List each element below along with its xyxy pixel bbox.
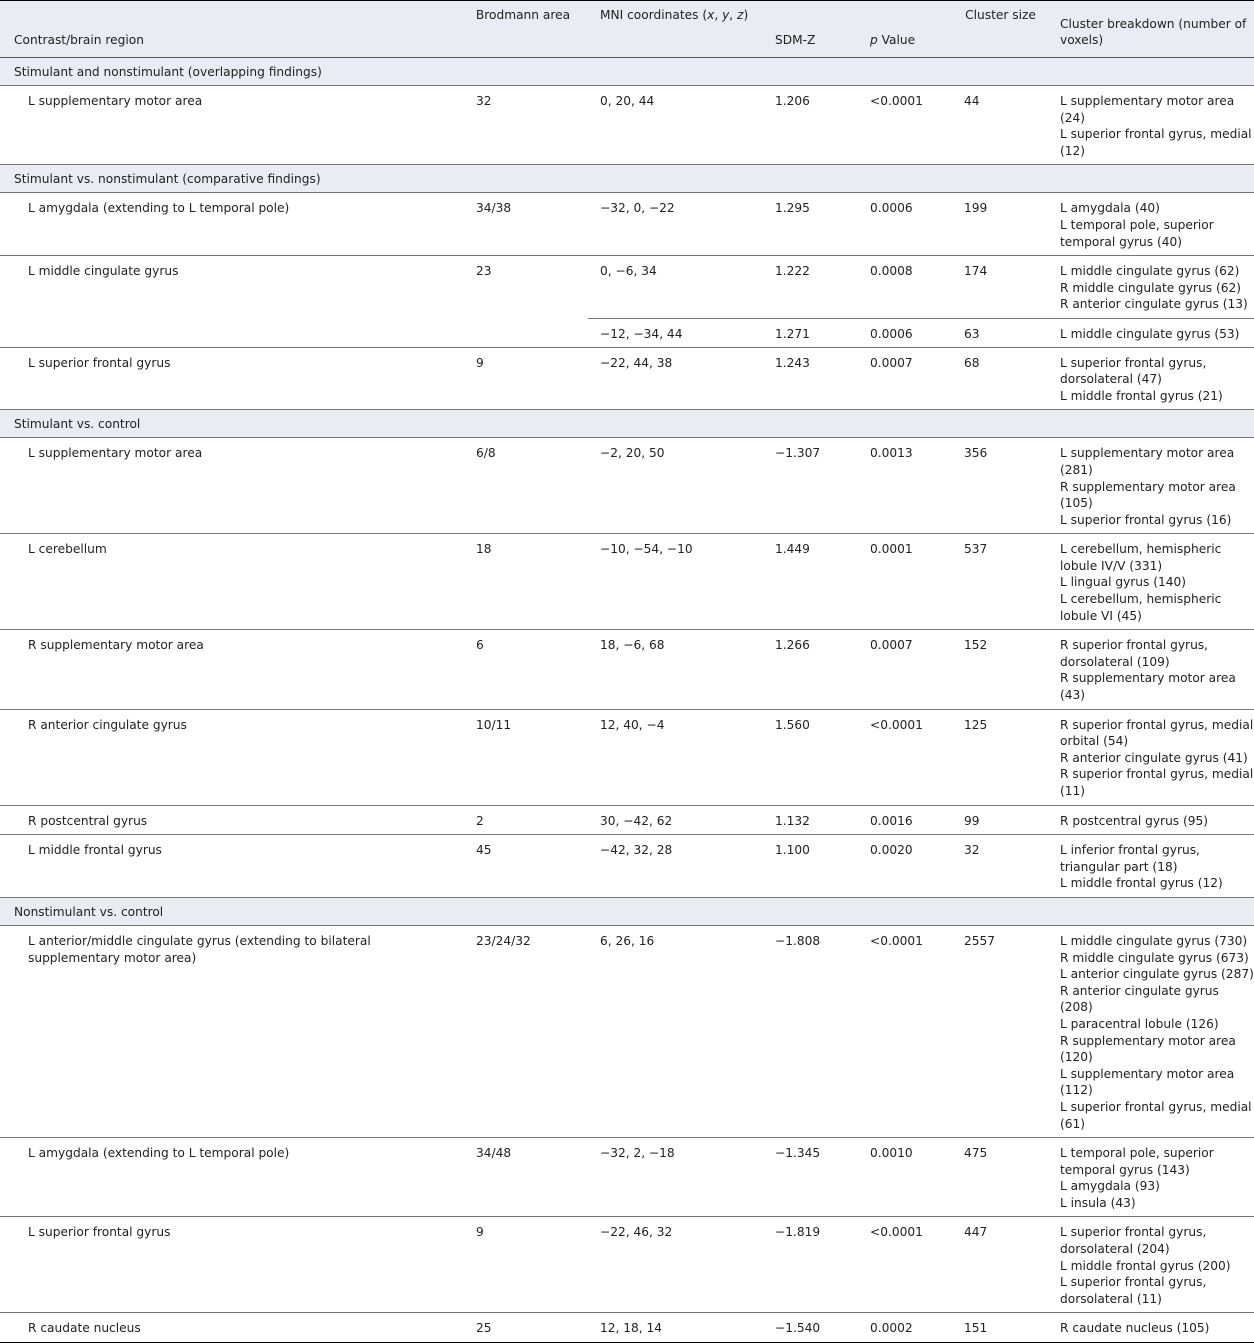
table-row — [0, 805, 1254, 835]
region-cell: R supplementary motor area — [0, 630, 458, 709]
cluster-breakdown — [1052, 256, 1254, 319]
cluster-size-cell: 99 — [949, 805, 1052, 835]
region-cell: L amygdala (extending to L temporal pole) — [0, 1138, 458, 1217]
header-mni: MNI coordinates (x, y, z) — [588, 1, 757, 58]
breakdown-item: L amygdala (93) — [1060, 1179, 1160, 1194]
sdmz-cell: 1.560 — [757, 709, 848, 805]
cluster-breakdown — [1052, 630, 1254, 709]
breakdown-item: L inferior frontal gyrus, triangular part (18) — [1060, 843, 1200, 874]
breakdown-item: R middle cingulate gyrus (673) — [1060, 950, 1249, 965]
sdmz-cell: −1.540 — [757, 1313, 848, 1343]
region-cell: L supplementary motor area — [0, 438, 458, 534]
cluster-breakdown — [1052, 1313, 1254, 1343]
table-row — [0, 193, 1254, 256]
p-value-cell: <0.0001 — [848, 1217, 949, 1313]
mni-cell: −22, 44, 38 — [588, 347, 757, 410]
mni-cell: 18, −6, 68 — [588, 630, 757, 709]
cluster-size-cell: 68 — [949, 347, 1052, 410]
region-cell: L superior frontal gyrus — [0, 347, 458, 410]
table-row — [0, 925, 1254, 1137]
mni-cell: 6, 26, 16 — [588, 925, 757, 1137]
table-body — [0, 58, 1254, 1343]
p-value-cell: 0.0006 — [848, 193, 949, 256]
cluster-size-cell: 44 — [949, 86, 1052, 165]
table-row — [0, 1313, 1254, 1343]
breakdown-item: L temporal pole, superior temporal gyrus (40) — [1060, 217, 1214, 249]
p-value-cell: 0.0008 — [848, 256, 949, 319]
breakdown-item: L paracentral lobule (126) — [1060, 1016, 1219, 1031]
mni-cell: −12, −34, 44 — [588, 318, 757, 347]
table-row — [0, 256, 1254, 319]
brodmann-cell: 23/24/32 — [458, 925, 588, 1137]
sdmz-cell: 1.100 — [757, 835, 848, 898]
section-title: Stimulant and nonstimulant (overlapping findings) — [0, 58, 1254, 86]
sdmz-cell: −1.808 — [757, 925, 848, 1137]
cluster-size-cell: 537 — [949, 534, 1052, 630]
breakdown-item: R postcentral gyrus (95) — [1060, 813, 1209, 828]
breakdown-item: L insula (43) — [1060, 1195, 1136, 1210]
breakdown-item: L superior frontal gyrus, dorsolateral (47) — [1060, 355, 1207, 387]
region-cell: L superior frontal gyrus — [0, 1217, 458, 1313]
header-cluster-size: Cluster size — [949, 1, 1052, 58]
p-value-cell: <0.0001 — [848, 925, 949, 1137]
section-title: Nonstimulant vs. control — [0, 897, 1254, 925]
header-breakdown: Cluster breakdown (number of voxels) — [1052, 1, 1254, 58]
mni-cell: 0, 20, 44 — [588, 86, 757, 165]
breakdown-item: L middle frontal gyrus (21) — [1060, 388, 1223, 403]
region-cell: R caudate nucleus — [0, 1313, 458, 1343]
p-value-cell: 0.0007 — [848, 347, 949, 410]
breakdown-item: R superior frontal gyrus, medial orbital (54) — [1060, 717, 1254, 749]
section-header-row — [0, 410, 1254, 438]
section-header-row — [0, 58, 1254, 86]
breakdown-item: L amygdala (40) — [1060, 201, 1160, 216]
breakdown-item: R anterior cingulate gyrus (41) — [1060, 750, 1248, 765]
section-header-row — [0, 897, 1254, 925]
cluster-size-cell: 2557 — [949, 925, 1052, 1137]
mni-cell: −32, 2, −18 — [588, 1138, 757, 1217]
mni-cell: 30, −42, 62 — [588, 805, 757, 835]
sdmz-cell: −1.345 — [757, 1138, 848, 1217]
region-cell: L middle cingulate gyrus — [0, 256, 458, 347]
cluster-breakdown — [1052, 534, 1254, 630]
brodmann-cell: 34/38 — [458, 193, 588, 256]
mni-cell: −32, 0, −22 — [588, 193, 757, 256]
table-row — [0, 835, 1254, 898]
p-value-cell: <0.0001 — [848, 709, 949, 805]
breakdown-item: R supplementary motor area (120) — [1060, 1033, 1236, 1065]
brodmann-cell: 9 — [458, 1217, 588, 1313]
sdmz-cell: 1.266 — [757, 630, 848, 709]
section-header-row — [0, 165, 1254, 193]
cluster-size-cell: 475 — [949, 1138, 1052, 1217]
cluster-breakdown — [1052, 438, 1254, 534]
sdmz-cell: −1.819 — [757, 1217, 848, 1313]
cluster-breakdown — [1052, 347, 1254, 410]
brodmann-cell: 6/8 — [458, 438, 588, 534]
breakdown-item: L superior frontal gyrus, dorsolateral (204) — [1060, 1225, 1207, 1257]
sdmz-cell: 1.222 — [757, 256, 848, 319]
brodmann-cell: 18 — [458, 534, 588, 630]
brodmann-cell: 10/11 — [458, 709, 588, 805]
p-value-cell: 0.0020 — [848, 835, 949, 898]
cluster-size-cell: 174 — [949, 256, 1052, 319]
breakdown-item: L anterior cingulate gyrus (287) — [1060, 967, 1254, 982]
cluster-size-cell: 151 — [949, 1313, 1052, 1343]
mni-cell: 12, 40, −4 — [588, 709, 757, 805]
mni-cell: 12, 18, 14 — [588, 1313, 757, 1343]
sdmz-cell: −1.307 — [757, 438, 848, 534]
breakdown-item: R supplementary motor area (43) — [1060, 671, 1236, 703]
mni-cell: −22, 46, 32 — [588, 1217, 757, 1313]
table-row — [0, 347, 1254, 410]
breakdown-item: R anterior cingulate gyrus (208) — [1060, 983, 1219, 1015]
breakdown-item: L superior frontal gyrus, medial (61) — [1060, 1099, 1252, 1131]
table-row — [0, 86, 1254, 165]
breakdown-item: L cerebellum, hemispheric lobule VI (45) — [1060, 592, 1222, 623]
p-value-cell: 0.0013 — [848, 438, 949, 534]
breakdown-item: L middle cingulate gyrus (53) — [1060, 326, 1240, 341]
cluster-breakdown — [1052, 709, 1254, 805]
brodmann-cell: 25 — [458, 1313, 588, 1343]
table-row — [0, 709, 1254, 805]
breakdown-item: L temporal pole, superior temporal gyrus (143) — [1060, 1146, 1214, 1177]
brodmann-cell: 32 — [458, 86, 588, 165]
breakdown-item: R middle cingulate gyrus (62) — [1060, 280, 1242, 295]
section-title: Stimulant vs. nonstimulant (comparative findings) — [0, 165, 1254, 193]
breakdown-item: R caudate nucleus (105) — [1060, 1321, 1210, 1336]
brodmann-cell: 34/48 — [458, 1138, 588, 1217]
section-title: Stimulant vs. control — [0, 410, 1254, 438]
table-row — [0, 1217, 1254, 1313]
cluster-breakdown — [1052, 86, 1254, 165]
region-cell: L cerebellum — [0, 534, 458, 630]
table-row — [0, 1138, 1254, 1217]
p-value-cell: 0.0007 — [848, 630, 949, 709]
table-row — [0, 534, 1254, 630]
mni-cell: −42, 32, 28 — [588, 835, 757, 898]
brodmann-cell: 6 — [458, 630, 588, 709]
p-value-cell: 0.0006 — [848, 318, 949, 347]
p-value-cell: 0.0016 — [848, 805, 949, 835]
breakdown-item: L middle frontal gyrus (12) — [1060, 876, 1223, 891]
sdmz-cell: 1.271 — [757, 318, 848, 347]
sdmz-cell: 1.132 — [757, 805, 848, 835]
breakdown-item: L superior frontal gyrus, medial (12) — [1060, 127, 1252, 158]
region-cell: R anterior cingulate gyrus — [0, 709, 458, 805]
region-cell: L middle frontal gyrus — [0, 835, 458, 898]
mni-cell: −10, −54, −10 — [588, 534, 757, 630]
table-row — [0, 630, 1254, 709]
breakdown-item: L superior frontal gyrus, dorsolateral (11) — [1060, 1275, 1207, 1306]
cluster-size-cell: 152 — [949, 630, 1052, 709]
breakdown-item: L supplementary motor area (112) — [1060, 1066, 1235, 1098]
sdmz-cell: 1.295 — [757, 193, 848, 256]
region-cell: L amygdala (extending to L temporal pole) — [0, 193, 458, 256]
p-value-cell: <0.0001 — [848, 86, 949, 165]
breakdown-item: R superior frontal gyrus, medial (11) — [1060, 767, 1254, 798]
breakdown-item: L middle cingulate gyrus (730) — [1060, 933, 1248, 948]
p-value-cell: 0.0010 — [848, 1138, 949, 1217]
sdmz-cell: 1.243 — [757, 347, 848, 410]
breakdown-item: L middle cingulate gyrus (62) — [1060, 264, 1240, 279]
breakdown-item: L middle frontal gyrus (200) — [1060, 1258, 1231, 1273]
brodmann-cell: 45 — [458, 835, 588, 898]
brodmann-cell: 23 — [458, 256, 588, 347]
region-cell: L anterior/middle cingulate gyrus (extending to bilateral supplementary motor area) — [0, 925, 458, 1137]
breakdown-item: R superior frontal gyrus, dorsolateral (109) — [1060, 638, 1209, 669]
region-cell: L supplementary motor area — [0, 86, 458, 165]
cluster-breakdown — [1052, 318, 1254, 347]
table-row — [0, 438, 1254, 534]
cluster-breakdown — [1052, 1217, 1254, 1313]
breakdown-item: R anterior cingulate gyrus (13) — [1060, 297, 1248, 312]
breakdown-item: L supplementary motor area (24) — [1060, 94, 1235, 125]
header-sdmz: SDM-Z — [757, 1, 848, 58]
header-region: Contrast/brain region — [0, 1, 458, 58]
breakdown-item: R supplementary motor area (105) — [1060, 479, 1236, 511]
region-cell: R postcentral gyrus — [0, 805, 458, 835]
p-value-cell: 0.0002 — [848, 1313, 949, 1343]
mni-cell: −2, 20, 50 — [588, 438, 757, 534]
brodmann-cell: 9 — [458, 347, 588, 410]
sdmz-cell: 1.449 — [757, 534, 848, 630]
header-row — [0, 1, 1254, 58]
mni-cell: 0, −6, 34 — [588, 256, 757, 319]
breakdown-item: L cerebellum, hemispheric lobule IV/V (331) — [1060, 542, 1222, 573]
breakdown-item: L supplementary motor area (281) — [1060, 446, 1235, 477]
cluster-breakdown — [1052, 925, 1254, 1137]
cluster-size-cell: 447 — [949, 1217, 1052, 1313]
p-value-cell: 0.0001 — [848, 534, 949, 630]
cluster-size-cell: 32 — [949, 835, 1052, 898]
header-brodmann: Brodmann area — [458, 1, 588, 58]
breakdown-item: L superior frontal gyrus (16) — [1060, 512, 1232, 527]
breakdown-item: L lingual gyrus (140) — [1060, 575, 1187, 590]
cluster-size-cell: 63 — [949, 318, 1052, 347]
cluster-size-cell: 199 — [949, 193, 1052, 256]
cluster-size-cell: 356 — [949, 438, 1052, 534]
sdmz-cell: 1.206 — [757, 86, 848, 165]
cluster-breakdown — [1052, 835, 1254, 898]
cluster-size-cell: 125 — [949, 709, 1052, 805]
brodmann-cell: 2 — [458, 805, 588, 835]
cluster-breakdown — [1052, 805, 1254, 835]
header-p-value: p Value — [848, 1, 949, 58]
cluster-breakdown — [1052, 1138, 1254, 1217]
cluster-breakdown — [1052, 193, 1254, 256]
